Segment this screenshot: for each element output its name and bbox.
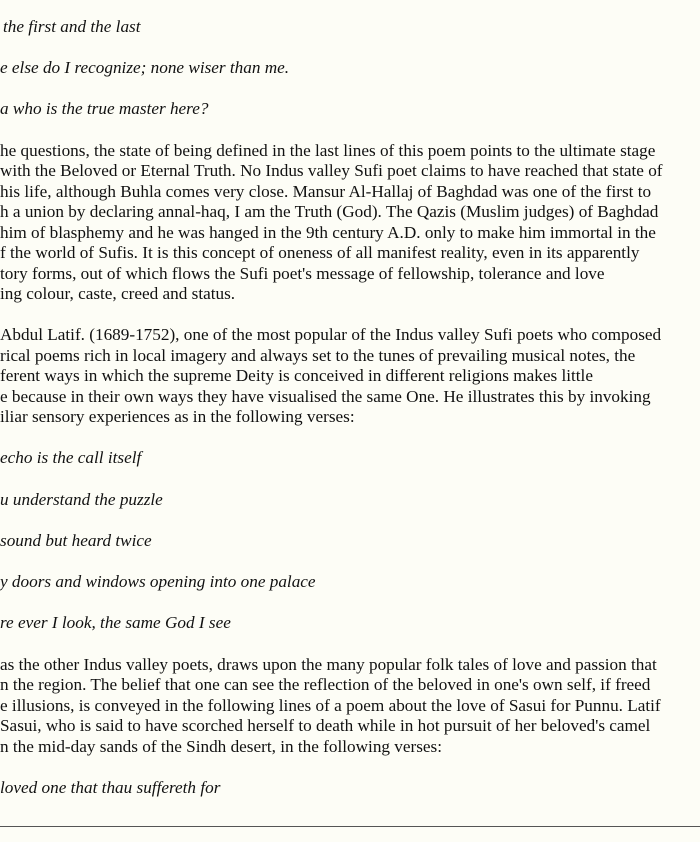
paragraph-line: as the other Indus valley poets, draws upon the many popular folk tales of love and passion that — [0, 655, 657, 674]
paragraph-line: h a union by declaring annal-haq, I am the Truth (God). The Qazis (Muslim judges) of Baghdad — [0, 202, 659, 221]
verse-line: a who is the true master here? — [0, 99, 209, 118]
verse-line: u understand the puzzle — [0, 490, 163, 509]
paragraph-line: with the Beloved or Eternal Truth. No Indus valley Sufi poet claims to have reached that state of — [0, 161, 663, 180]
verse-line: e else do I recognize; none wiser than me. — [0, 58, 290, 77]
paragraph-line: Sasui, who is said to have scorched herself to death while in hot pursuit of her beloved's camel — [0, 716, 651, 735]
paragraph-line: ferent ways in which the supreme Deity is conceived in different religions makes little — [0, 366, 593, 385]
verse-line: loved one that thau suffereth for — [0, 778, 221, 797]
paragraph-line: e illusions, is conveyed in the following lines of a poem about the love of Sasui for Punnu. Latif — [0, 696, 661, 715]
paragraph-line: n the mid-day sands of the Sindh desert, in the following verses: — [0, 737, 443, 756]
verse-line: sound but heard twice — [0, 531, 152, 550]
paragraph-line: tory forms, out of which flows the Sufi poet's message of fellowship, tolerance and love — [0, 264, 605, 283]
paragraph-line: e because in their own ways they have visualised the same One. He illustrates this by invoking — [0, 387, 651, 406]
footer-divider — [0, 826, 700, 827]
verse-line: re ever I look, the same God I see — [0, 613, 231, 632]
paragraph-line: f the world of Sufis. It is this concept of oneness of all manifest reality, even in its apparently — [0, 243, 640, 262]
verse-line: y doors and windows opening into one palace — [0, 572, 316, 591]
paragraph-line: iliar sensory experiences as in the following verses: — [0, 407, 355, 426]
paragraph-line: he questions, the state of being defined in the last lines of this poem points to the ultimate stage — [0, 141, 656, 160]
paragraph-line: ing colour, caste, creed and status. — [0, 284, 236, 303]
paragraph-line: n the region. The belief that one can see the reflection of the beloved in one's own self, if freed — [0, 675, 651, 694]
paragraph-line: Abdul Latif. (1689-1752), one of the most popular of the Indus valley Sufi poets who composed — [0, 325, 662, 344]
paragraph-line: him of blasphemy and he was hanged in the 9th century A.D. only to make him immortal in the — [0, 223, 656, 242]
paragraph-line: rical poems rich in local imagery and always set to the tunes of prevailing musical notes, the — [0, 346, 636, 365]
verse-line: the first and the last — [3, 17, 141, 36]
paragraph-line: his life, although Buhla comes very close. Mansur Al-Hallaj of Baghdad was one of the first to — [0, 182, 652, 201]
verse-line: echo is the call itself — [0, 448, 142, 467]
